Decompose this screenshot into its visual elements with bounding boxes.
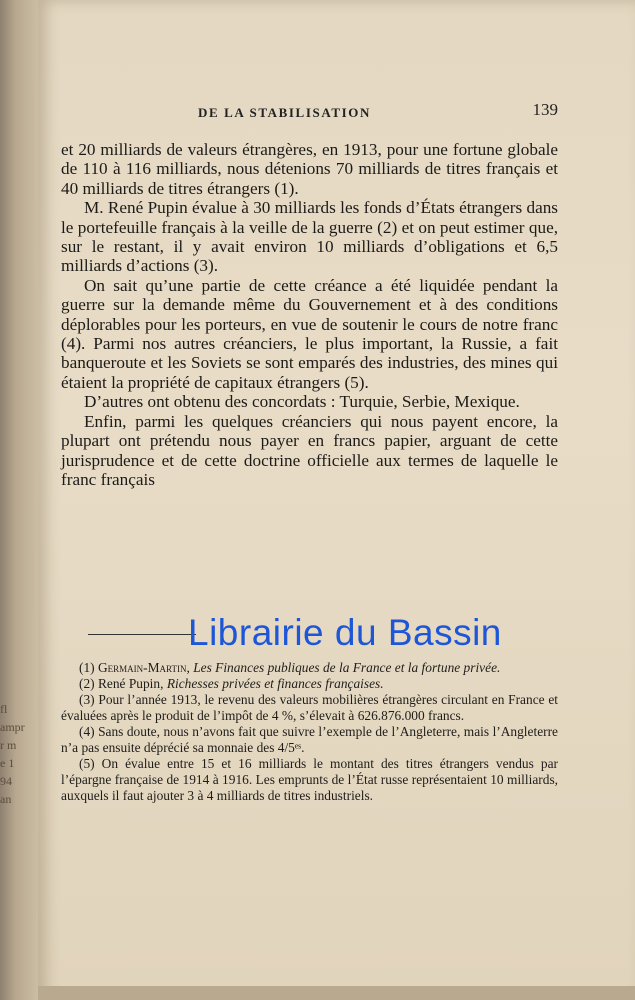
left-fragment: ampr xyxy=(0,720,25,734)
footnote-5: (5) On évalue entre 15 et 16 milliards le montant des titres étrangers vendus par l’épargne française de 1914 à 1916. Les emprunts de l’État russe représentaient 10 milliards, auxquels il faut ajouter 3 à 4 milliards de titres industriels. xyxy=(61,756,558,803)
footnote-author: René Pupin, xyxy=(97,676,164,691)
paragraph: M. René Pupin évalue à 30 milliards les fonds d’États étrangers dans le portefeuille français à la veille de la guerre (2) et on peut estimer que, sur le restant, il y avait environ 10 milliards d’obligations et 6,5 milliards d’actions (3). xyxy=(61,198,558,276)
left-fragment: r m xyxy=(0,738,17,752)
paragraph: et 20 milliards de valeurs étrangères, en 1913, pour une fortune globale de 110 à 116 milliards, nous détenions 70 milliards de titres français et 40 milliards de titres étrangers (1). xyxy=(61,140,558,198)
footnote-4: (4) Sans doute, nous n’avons fait que suivre l’exemple de l’Angleterre, mais l’Angleterre n’a pas ensuite déprécié sa monnaie des 4/5ᵉˢ. xyxy=(61,724,558,755)
running-title: DE LA STABILISATION xyxy=(198,105,371,120)
footnote-number: (2) xyxy=(79,676,95,691)
footnotes xyxy=(61,660,558,804)
footnote-divider xyxy=(88,634,196,635)
footnote-number: (1) xyxy=(79,660,95,675)
left-fragment: an xyxy=(0,792,12,806)
footnote-title: Les Finances publiques de la France et la fortune privée. xyxy=(193,660,501,675)
footnote-author: Germain-Martin, xyxy=(97,660,190,675)
body-text xyxy=(61,140,558,489)
watermark-row xyxy=(88,612,608,662)
left-page-fragments xyxy=(0,700,30,900)
left-fragment: e 1 xyxy=(0,756,15,770)
paragraph: Enfin, parmi les quelques créanciers qui nous payent encore, la plupart ont prétendu nous payer en francs papier, arguant de cette jurisprudence et de cette doctrine officielle aux termes de laquelle le franc français xyxy=(61,411,558,489)
page-bottom-edge xyxy=(38,986,635,1000)
paragraph: On sait qu’une partie de cette créance a été liquidée pendant la guerre sur la demande même du Gouvernement et à des conditions déplorables pour les porteurs, en vue de soutenir le cours de notre franc (4). Parmi nos autres créanciers, le plus important, la Russie, a fait banqueroute et les Soviets se sont emparés des industries, des mines qui étaient la propriété de capitaux étrangers (5). xyxy=(61,275,558,392)
footnote-1 xyxy=(61,660,558,676)
left-fragment: 94 xyxy=(0,774,12,788)
page-number: 139 xyxy=(532,100,558,119)
left-fragment: fl xyxy=(0,702,8,716)
page-header xyxy=(198,100,558,124)
footnote-2 xyxy=(61,676,558,692)
footnote-title: Richesses privées et finances françaises. xyxy=(166,676,384,691)
footnote-3: (3) Pour l’année 1913, le revenu des valeurs mobilières étrangères circulant en France et évaluées après le produit de l’impôt de 4 %, s’élevait à 626.876.000 francs. xyxy=(61,692,558,723)
watermark-text: Librairie du Bassin xyxy=(188,612,502,653)
paragraph: D’autres ont obtenu des concordats : Turquie, Serbie, Mexique. xyxy=(84,392,520,412)
book-page xyxy=(38,0,635,1000)
